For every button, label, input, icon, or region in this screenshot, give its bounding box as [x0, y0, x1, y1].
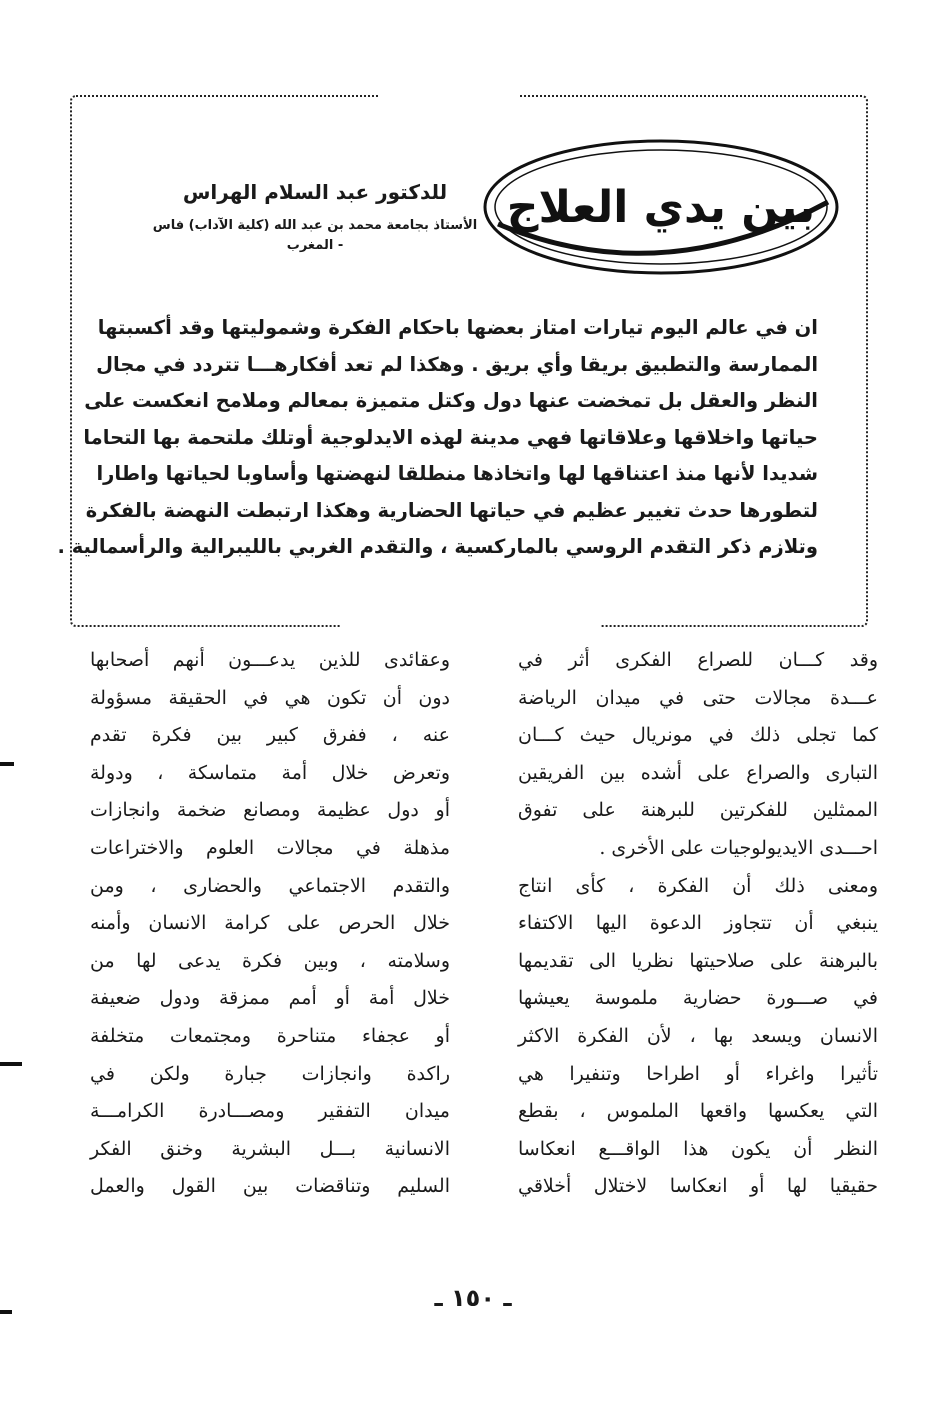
- body-line: بالبرهنة على صلاحيتها نظريا الى تقديمها: [518, 949, 878, 972]
- body-line: الممثلين للفكرتين للبرهنة على تفوق: [518, 799, 878, 822]
- scan-margin-mark: [0, 1062, 22, 1066]
- body-line: ميدان التفقير ومصـــادرة الكرامـــة: [90, 1100, 450, 1123]
- body-line: عنه ، ففرق كبير بين فكرة تقدم: [90, 724, 450, 747]
- author-block: [150, 178, 480, 256]
- body-line: وسلامته ، وبين فكرة يدعى لها من: [90, 949, 450, 972]
- body-line: عـــدة مجالات حتى في ميدان الرياضة: [518, 686, 878, 709]
- frame-gap: [380, 90, 520, 102]
- body-line: احـــدى الايديولوجيات على الأخرى .: [599, 836, 878, 859]
- body-line: والتقدم الاجتماعي والحضارى ، ومن: [90, 874, 450, 897]
- intro-line: شديدا لأنها منذ اعتناقها لها واتخاذها منطلقا لنهضتها وأساوبا لحياتها واطارا: [96, 462, 818, 485]
- title-emblem: [478, 132, 844, 282]
- page-title: بين يدي العلاج: [506, 181, 816, 233]
- body-line: التبارى والصراع على أشده بين الفريقين: [518, 761, 878, 784]
- intro-line: الممارسة والتطبيق بريقا وأي بريق . وهكذا لم تعد أفكارهـــا تتردد في مجال: [96, 352, 818, 376]
- intro-line: ان في عالم اليوم تيارات امتاز بعضها باحكام الفكرة وشموليتها وقد أكسبتها: [97, 316, 818, 339]
- body-line: أو دول عظيمة ومصانع ضخمة وانجازات: [90, 799, 450, 822]
- body-line: ومعنى ذلك أن الفكرة ، كأى انتاج: [518, 874, 878, 897]
- page-number: ـ ١٥٠ ـ: [434, 1284, 512, 1312]
- scan-margin-mark: [0, 1310, 12, 1314]
- body-line: كما تجلى ذلك في مونريال حيث كـــان: [518, 724, 878, 747]
- author-name: للدكتور عبد السلام الهراس: [182, 180, 448, 204]
- body-line: وتعرض خلال أمة متماسكة ، ودولة: [90, 761, 450, 784]
- intro-paragraph: [57, 310, 818, 566]
- body-line: السليم وتناقضات بين القول والعمل: [90, 1175, 450, 1198]
- body-line: راكدة وانجازات جبارة ولكن في: [90, 1062, 450, 1085]
- body-line: أو عجفاء متناحرة ومجتمعات متخلفة: [90, 1024, 450, 1047]
- body-line: التي يعكسها واقعها الملموس ، بقطع: [518, 1100, 878, 1123]
- scan-margin-mark: [0, 762, 14, 766]
- body-column-left: [90, 642, 450, 1206]
- body-line: مذهلة في مجالات العلوم والاختراعات: [90, 836, 450, 859]
- body-line: دون أن تكون هي في الحقيقة مسؤولة: [90, 686, 450, 709]
- body-column-right: [518, 642, 878, 1206]
- body-line: وعقائدى للذين يدعـــون أنهم أصحابها: [90, 649, 450, 671]
- intro-line: حياتها واخلاقها وعلاقاتها فهي مدينة لهذه الايدلوجية أوتلك ملتحمة بها التحاما: [83, 425, 818, 449]
- body-line: خلال أمة أو أمم ممزقة ودول ضعيفة: [90, 987, 450, 1010]
- body-line: وقد كـــان للصراع الفكرى أثر في: [518, 649, 878, 671]
- body-line: حقيقيا لها أو انعكاسا لاختلال أخلاقي: [518, 1175, 878, 1198]
- body-line: الانسان ويسعد بها ، لأن الفكرة الاكثر: [518, 1024, 878, 1047]
- body-line: تأثيرا واغراء أو اطراحا وتنفيرا هي: [518, 1062, 878, 1085]
- author-affiliation: الأستاذ بجامعة محمد بن عبد الله (كلية الآداب) فاس - المغرب: [152, 218, 478, 253]
- body-line: ينبغي أن تتجاوز الدعوة اليها الاكتفاء: [518, 912, 878, 935]
- body-line: خلال الحرص على كرامة الانسان وأمنه: [90, 912, 450, 935]
- body-line: الانسانية بـــل البشرية وخنق الفكر: [90, 1137, 450, 1160]
- body-line: في صـــورة حضارية ملموسة يعيشها: [518, 987, 878, 1010]
- body-line: النظر أن يكون هذا الواقـــع انعكاسا: [518, 1137, 878, 1160]
- intro-line: وتلازم ذكر التقدم الروسي بالماركسية ، والتقدم الغربي بالليبرالية والرأسمالية .: [57, 535, 818, 558]
- intro-line: لتطورها حدث تغيير عظيم في حياتها الحضارية وهكذا ارتبطت النهضة بالفكرة: [85, 498, 818, 522]
- intro-line: النظر والعقل بل تمخضت عنها دول وكتل متميزة بمعالم وملامح انعكست على: [84, 389, 818, 412]
- frame-gap: [340, 620, 600, 632]
